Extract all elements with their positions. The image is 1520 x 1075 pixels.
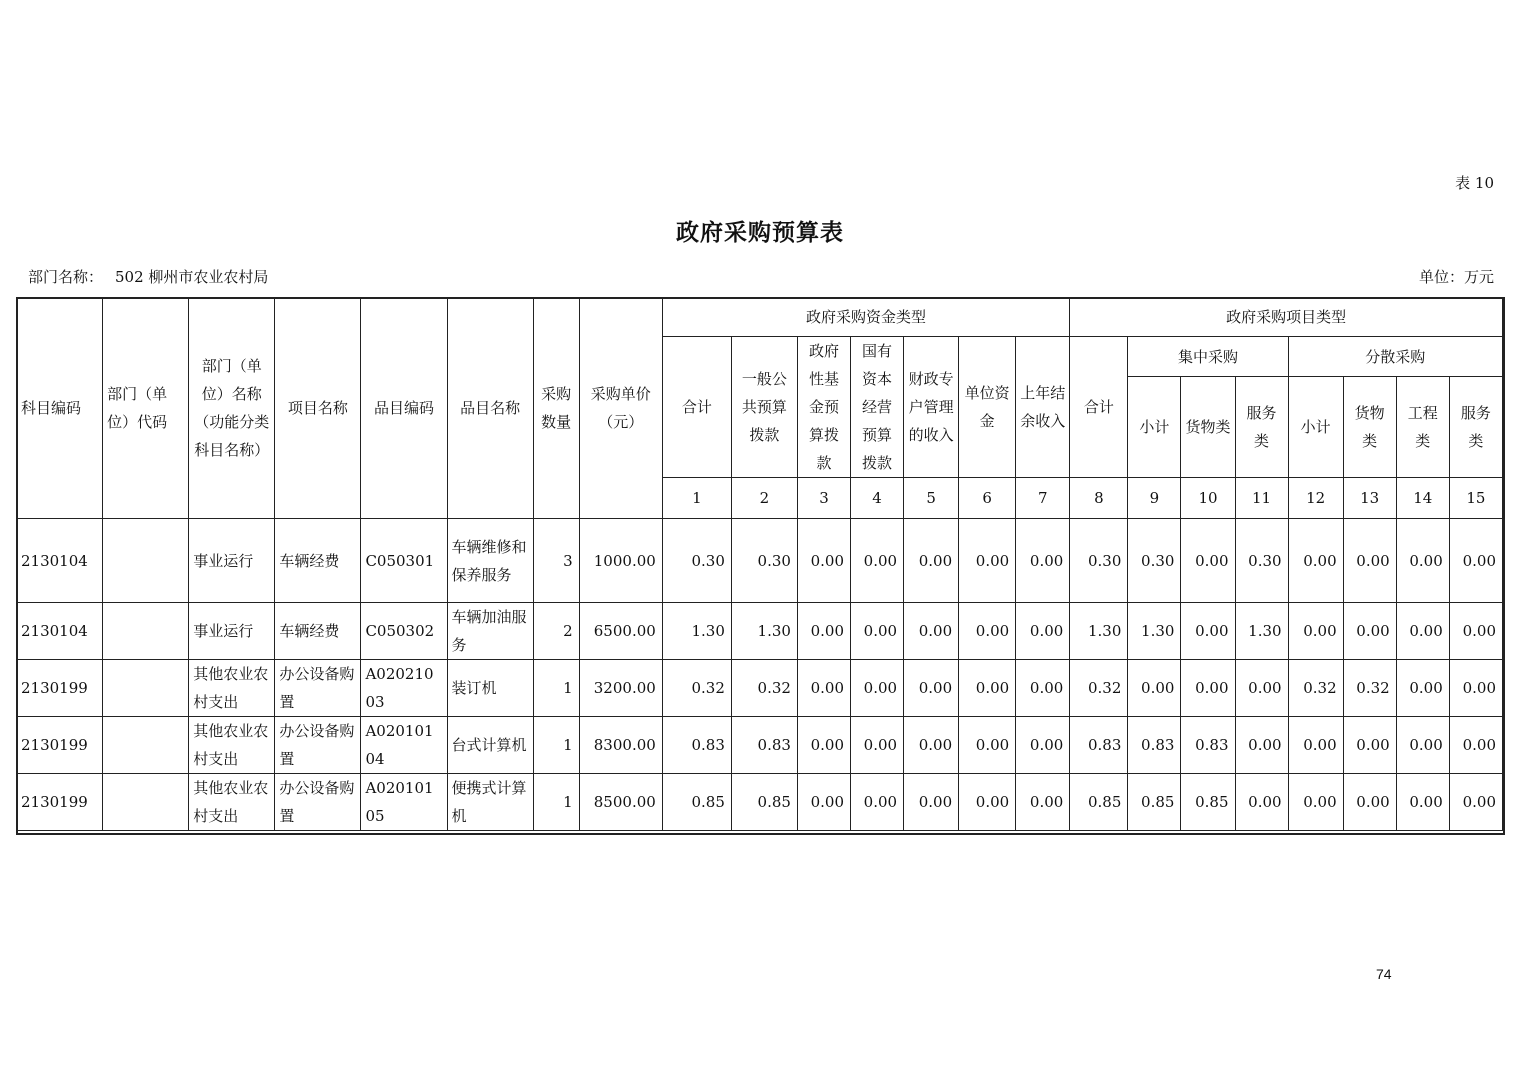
cell-value: 0.30 [1235, 519, 1288, 603]
header-gov-fund: 政府性基金预算拨款 [797, 337, 850, 478]
cell-value: 0.00 [1396, 717, 1449, 774]
header-unit-fund: 单位资金 [959, 337, 1016, 478]
cell-item-name: 便携式计算机 [447, 774, 533, 831]
cell-value: 0.00 [797, 774, 850, 831]
cell-subject-code: 2130104 [17, 519, 103, 603]
column-number: 10 [1181, 478, 1235, 519]
cell-dept-code [103, 774, 189, 831]
cell-item-code: A02010104 [361, 717, 447, 774]
header-dept-code: 部门（单位）代码 [103, 298, 189, 519]
table-row [17, 717, 1503, 774]
cell-value: 0.00 [1016, 603, 1070, 660]
cell-value: 0.85 [1181, 774, 1235, 831]
cell-value: 0.00 [904, 774, 959, 831]
cell-quantity: 3 [533, 519, 579, 603]
table-row [17, 774, 1503, 831]
cell-value: 1.30 [662, 603, 731, 660]
cell-unit-price: 8500.00 [579, 774, 662, 831]
cell-item-name: 车辆维修和保养服务 [447, 519, 533, 603]
header-project-name: 项目名称 [275, 298, 361, 519]
header-c-services: 服务类 [1235, 377, 1288, 478]
procurement-budget-table [16, 297, 1503, 831]
column-number: 11 [1235, 478, 1288, 519]
cell-value: 0.00 [1343, 717, 1396, 774]
cell-dept-name: 其他农业农村支出 [189, 774, 275, 831]
cell-value: 0.00 [1181, 519, 1235, 603]
department-line [28, 266, 268, 287]
cell-value: 0.00 [959, 660, 1016, 717]
cell-value: 0.00 [904, 519, 959, 603]
header-c-goods: 货物类 [1181, 377, 1235, 478]
cell-unit-price: 3200.00 [579, 660, 662, 717]
column-number: 5 [904, 478, 959, 519]
header-d-goods: 货物类 [1343, 377, 1396, 478]
cell-value: 0.00 [797, 660, 850, 717]
cell-value: 0.00 [1128, 660, 1181, 717]
cell-quantity: 2 [533, 603, 579, 660]
header-item-name: 品目名称 [447, 298, 533, 519]
cell-item-name: 装订机 [447, 660, 533, 717]
cell-value: 0.00 [1396, 774, 1449, 831]
cell-value: 0.00 [1016, 717, 1070, 774]
cell-value: 0.00 [1235, 717, 1288, 774]
cell-item-name: 车辆加油服务 [447, 603, 533, 660]
cell-item-code: A02021003 [361, 660, 447, 717]
header-d-subtotal: 小计 [1288, 377, 1343, 478]
cell-value: 0.83 [731, 717, 797, 774]
cell-value: 0.85 [731, 774, 797, 831]
cell-value: 0.00 [851, 774, 904, 831]
column-number: 2 [731, 478, 797, 519]
cell-value: 0.00 [1181, 660, 1235, 717]
cell-value: 0.00 [1449, 519, 1502, 603]
cell-value: 0.83 [1128, 717, 1181, 774]
cell-value: 0.00 [904, 717, 959, 774]
cell-subject-code: 2130199 [17, 660, 103, 717]
column-number: 4 [851, 478, 904, 519]
page-number: 74 [1376, 966, 1392, 982]
cell-dept-code [103, 660, 189, 717]
header-decentralized: 分散采购 [1288, 337, 1502, 377]
department-value: 502 柳州市农业农村局 [115, 268, 269, 286]
cell-value: 0.00 [851, 519, 904, 603]
cell-dept-name: 事业运行 [189, 603, 275, 660]
cell-quantity: 1 [533, 660, 579, 717]
cell-value: 0.00 [959, 717, 1016, 774]
cell-value: 0.00 [904, 660, 959, 717]
cell-value: 0.85 [1128, 774, 1181, 831]
cell-dept-code [103, 717, 189, 774]
cell-value: 1.30 [1070, 603, 1128, 660]
header-quantity: 采购数量 [533, 298, 579, 519]
header-dept-name: 部门（单位）名称（功能分类科目名称） [189, 298, 275, 519]
cell-value: 0.00 [1288, 603, 1343, 660]
header-item-code: 品目编码 [361, 298, 447, 519]
cell-value: 0.00 [1181, 603, 1235, 660]
cell-value: 0.00 [797, 717, 850, 774]
header-state-capital: 国有资本经营预算拨款 [851, 337, 904, 478]
header-unit-price: 采购单价（元） [579, 298, 662, 519]
column-number: 12 [1288, 478, 1343, 519]
cell-value: 0.00 [1235, 774, 1288, 831]
header-centralized: 集中采购 [1128, 337, 1288, 377]
cell-dept-code [103, 603, 189, 660]
header-prior-year-balance: 上年结余收入 [1016, 337, 1070, 478]
column-number: 6 [959, 478, 1016, 519]
header-project-total: 合计 [1070, 337, 1128, 478]
cell-subject-code: 2130199 [17, 717, 103, 774]
header-c-subtotal: 小计 [1128, 377, 1181, 478]
cell-project-name: 车辆经费 [275, 519, 361, 603]
cell-value: 0.32 [1288, 660, 1343, 717]
cell-value: 0.30 [1128, 519, 1181, 603]
cell-value: 0.85 [662, 774, 731, 831]
cell-value: 0.83 [1181, 717, 1235, 774]
column-number: 1 [662, 478, 731, 519]
cell-value: 0.00 [851, 603, 904, 660]
cell-value: 0.00 [1396, 660, 1449, 717]
cell-value: 0.00 [851, 660, 904, 717]
cell-value: 0.00 [851, 717, 904, 774]
cell-unit-price: 8300.00 [579, 717, 662, 774]
cell-value: 0.32 [1070, 660, 1128, 717]
column-number: 7 [1016, 478, 1070, 519]
cell-dept-code [103, 519, 189, 603]
header-fund-total: 合计 [662, 337, 731, 478]
column-number: 13 [1343, 478, 1396, 519]
cell-value: 0.00 [1343, 519, 1396, 603]
cell-value: 0.00 [959, 519, 1016, 603]
header-project-type-group: 政府采购项目类型 [1070, 298, 1503, 337]
cell-unit-price: 6500.00 [579, 603, 662, 660]
department-label: 部门名称： [28, 268, 104, 286]
cell-item-name: 台式计算机 [447, 717, 533, 774]
cell-value: 1.30 [731, 603, 797, 660]
cell-value: 0.32 [731, 660, 797, 717]
cell-subject-code: 2130104 [17, 603, 103, 660]
cell-project-name: 办公设备购置 [275, 774, 361, 831]
cell-value: 0.00 [959, 603, 1016, 660]
header-subject-code: 科目编码 [17, 298, 103, 519]
cell-value: 0.30 [731, 519, 797, 603]
cell-value: 1.30 [1235, 603, 1288, 660]
cell-item-code: C050302 [361, 603, 447, 660]
cell-project-name: 车辆经费 [275, 603, 361, 660]
cell-value: 0.00 [1449, 717, 1502, 774]
cell-value: 0.00 [1396, 519, 1449, 603]
document-title: 政府采购预算表 [676, 219, 844, 246]
cell-value: 0.00 [1449, 774, 1502, 831]
cell-value: 0.00 [1343, 774, 1396, 831]
column-number: 15 [1449, 478, 1502, 519]
column-number: 14 [1396, 478, 1449, 519]
header-general-public: 一般公共预算拨款 [731, 337, 797, 478]
cell-value: 0.00 [1288, 717, 1343, 774]
cell-value: 0.83 [662, 717, 731, 774]
header-special-account: 财政专户管理的收入 [904, 337, 959, 478]
cell-dept-name: 其他农业农村支出 [189, 660, 275, 717]
cell-quantity: 1 [533, 717, 579, 774]
cell-value: 0.32 [662, 660, 731, 717]
cell-value: 0.00 [1016, 519, 1070, 603]
header-fund-type-group: 政府采购资金类型 [662, 298, 1070, 337]
column-number: 8 [1070, 478, 1128, 519]
cell-dept-name: 其他农业农村支出 [189, 717, 275, 774]
cell-value: 0.83 [1070, 717, 1128, 774]
column-number: 9 [1128, 478, 1181, 519]
cell-value: 0.32 [1343, 660, 1396, 717]
cell-unit-price: 1000.00 [579, 519, 662, 603]
cell-value: 0.00 [797, 603, 850, 660]
cell-subject-code: 2130199 [17, 774, 103, 831]
unit-label: 单位：万元 [1418, 268, 1494, 286]
cell-value: 0.30 [662, 519, 731, 603]
cell-value: 0.00 [1449, 603, 1502, 660]
cell-value: 0.00 [1016, 660, 1070, 717]
cell-item-code: C050301 [361, 519, 447, 603]
column-number: 3 [797, 478, 850, 519]
table-row [17, 603, 1503, 660]
cell-project-name: 办公设备购置 [275, 660, 361, 717]
table-row [17, 660, 1503, 717]
cell-value: 0.00 [797, 519, 850, 603]
cell-item-code: A02010105 [361, 774, 447, 831]
cell-value: 0.30 [1070, 519, 1128, 603]
cell-value: 0.00 [1396, 603, 1449, 660]
cell-value: 0.00 [959, 774, 1016, 831]
cell-project-name: 办公设备购置 [275, 717, 361, 774]
cell-value: 0.00 [1343, 603, 1396, 660]
cell-value: 1.30 [1128, 603, 1181, 660]
cell-value: 0.00 [1288, 519, 1343, 603]
header-d-works: 工程类 [1396, 377, 1449, 478]
table-number: 表 10 [1455, 174, 1494, 192]
cell-value: 0.00 [1016, 774, 1070, 831]
cell-dept-name: 事业运行 [189, 519, 275, 603]
cell-value: 0.00 [1288, 774, 1343, 831]
cell-value: 0.00 [1235, 660, 1288, 717]
cell-value: 0.00 [1449, 660, 1502, 717]
table-row [17, 519, 1503, 603]
cell-value: 0.00 [904, 603, 959, 660]
header-d-services: 服务类 [1449, 377, 1502, 478]
cell-quantity: 1 [533, 774, 579, 831]
cell-value: 0.85 [1070, 774, 1128, 831]
